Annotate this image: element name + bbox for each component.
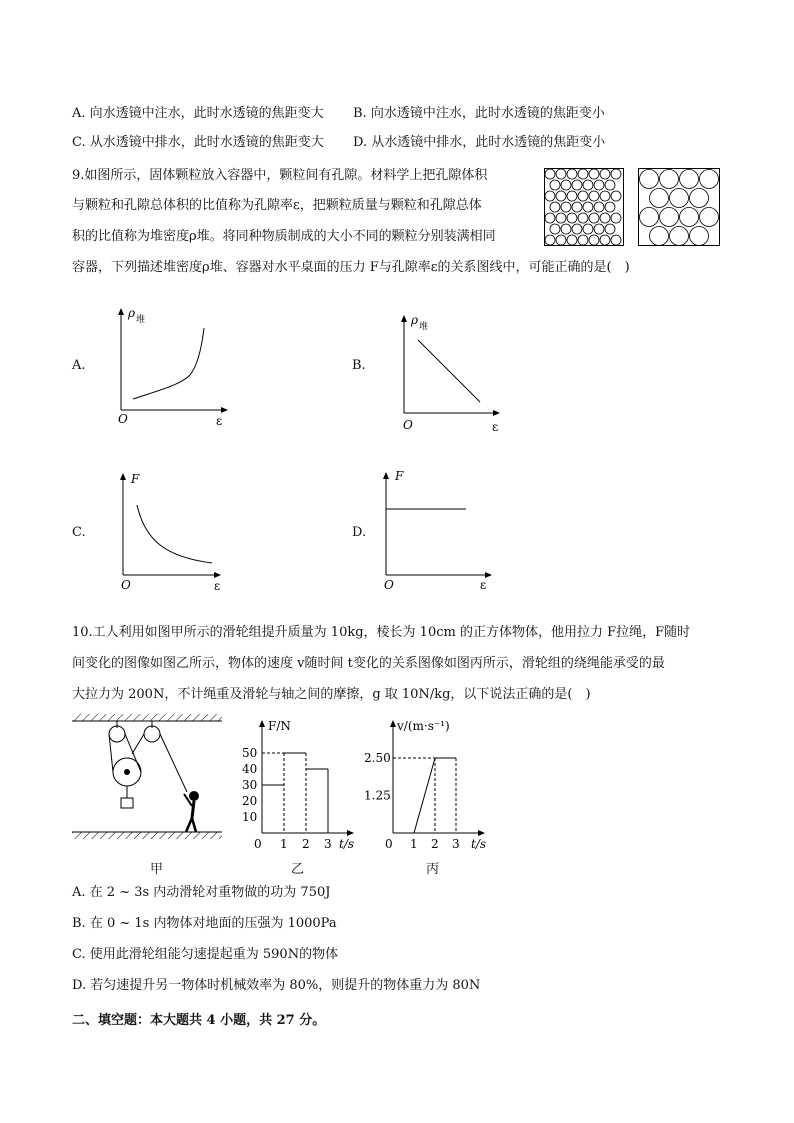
chart-f-xtick: 0 — [254, 837, 262, 851]
chart-f-ytick: 50 — [242, 746, 258, 760]
graph-a — [100, 300, 240, 430]
large-particle — [650, 227, 669, 246]
graph-a-origin: O — [118, 412, 128, 426]
chart-f-ytick: 30 — [242, 778, 258, 792]
small-particle — [545, 169, 555, 179]
small-particle — [550, 202, 560, 212]
chart-f-xlabel: t/s — [339, 837, 355, 851]
section-2-heading: 二、填空题：本大题共 4 小题，共 27 分。 — [72, 1013, 326, 1028]
graph-a-ylabel: ρ — [128, 306, 136, 320]
chart-v-ytick: 1.25 — [364, 788, 391, 803]
chart-v-xtick: 1 — [410, 837, 418, 851]
fixed-pulley-right — [144, 726, 160, 742]
small-particle — [545, 191, 555, 201]
graph-d-ylabel: F — [395, 469, 404, 483]
chart-v-ytick: 2.50 — [364, 751, 391, 765]
large-particle — [660, 170, 679, 189]
small-particle — [567, 235, 577, 245]
large-particle — [680, 208, 699, 227]
large-particle — [650, 189, 669, 208]
graph-a-xlabel: ε — [216, 414, 223, 428]
small-particle — [545, 235, 555, 245]
small-particle — [550, 180, 560, 190]
large-particle — [640, 170, 659, 189]
graph-c-origin: O — [121, 578, 131, 592]
large-particle — [690, 189, 709, 208]
small-particle — [561, 224, 571, 234]
small-particle — [583, 224, 593, 234]
large-particles-figure — [638, 168, 720, 246]
chart-f-xtick: 3 — [324, 837, 332, 851]
small-particle — [611, 235, 621, 245]
chart-f-ytick: 40 — [242, 762, 258, 776]
chart-f-ylabel: F/N — [268, 719, 291, 733]
q8-option-a: A. 向水透镜中注水，此时水透镜的焦距变大 — [72, 106, 324, 121]
small-particle — [578, 169, 588, 179]
small-particle — [600, 213, 610, 223]
q10-option-b: B. 在 0 ~ 1s 内物体对地面的压强为 1000Pa — [72, 916, 337, 931]
small-particle — [556, 235, 566, 245]
graph-b-line — [418, 340, 480, 402]
small-particle — [605, 202, 615, 212]
small-particle — [589, 169, 599, 179]
graph-a-option: A. — [72, 358, 86, 373]
q10-option-a: A. 在 2 ~ 3s 内动滑轮对重物做的功为 750J — [72, 885, 331, 900]
large-particle — [670, 189, 689, 208]
worker — [189, 791, 199, 801]
q9-line-4: 容器，下列描述堆密度ρ堆、容器对水平桌面的压力 F与孔隙率ε的关系图线中，可能正确的是( ) — [72, 260, 630, 275]
pulley-figure — [72, 714, 222, 844]
q10-line-3: 大拉力为 200N，不计绳重及滑轮与轴之间的摩擦，g 取 10N/kg，以下说法正确的是( ) — [72, 687, 591, 702]
small-particle — [556, 191, 566, 201]
small-particle — [594, 180, 604, 190]
graph-d — [364, 462, 504, 592]
small-particle — [567, 169, 577, 179]
small-particle — [583, 202, 593, 212]
small-particle — [578, 235, 588, 245]
large-particle — [700, 208, 719, 227]
chart-v-xtick: 3 — [452, 837, 460, 851]
q8-option-d: D. 从水透镜中排水，此时水透镜的焦距变小 — [353, 135, 606, 150]
small-particle — [550, 224, 560, 234]
q8-option-b: B. 向水透镜中注水，此时水透镜的焦距变小 — [353, 106, 605, 121]
figure-label-jia: 甲 — [150, 862, 164, 877]
small-particle — [605, 224, 615, 234]
small-particle — [572, 202, 582, 212]
graph-b-xlabel: ε — [492, 420, 499, 434]
large-particle — [680, 170, 699, 189]
graph-c-ylabel: F — [131, 472, 140, 486]
q10-option-c: C. 使用此滑轮组能匀速提起重为 590N的物体 — [72, 947, 339, 962]
chart-f-ytick: 10 — [242, 810, 258, 824]
large-particle — [690, 227, 709, 246]
figure-label-bing: 丙 — [426, 862, 440, 877]
chart-f-ytick: 20 — [242, 794, 258, 808]
large-particle — [640, 208, 659, 227]
graph-a-ysub: 堆 — [136, 315, 146, 325]
graph-c-xlabel: ε — [214, 579, 221, 593]
chart-v-xtick: 2 — [431, 837, 439, 851]
q10-line-1: 10.工人利用如图甲所示的滑轮组提升质量为 10kg，棱长为 10cm 的正方体物体，他用拉力 F拉绳，F随时 — [72, 625, 691, 640]
small-particle — [600, 191, 610, 201]
small-particle — [556, 169, 566, 179]
q10-line-2: 间变化的图像如图乙所示，物体的速度 v随时间 t变化的关系图像如图丙所示，滑轮组的绕绳能承受的最 — [72, 656, 665, 671]
graph-b-origin: O — [403, 418, 413, 432]
q10-option-d: D. 若匀速提升另一物体时机械效率为 80%，则提升的物体重力为 80N — [72, 978, 481, 993]
graph-b — [383, 305, 513, 435]
chart-v-ylabel: v/(m·s⁻¹) — [397, 719, 450, 733]
large-particle — [670, 227, 689, 246]
graph-d-option: D. — [352, 525, 367, 540]
graph-b-ylabel: ρ — [411, 313, 419, 327]
small-particle — [583, 180, 593, 190]
small-particle — [594, 202, 604, 212]
small-particle — [594, 224, 604, 234]
chart-f-xtick: 2 — [302, 837, 310, 851]
graph-a-curve — [133, 328, 204, 399]
chart-v-xtick: 0 — [385, 837, 393, 851]
small-particle — [572, 180, 582, 190]
small-particle — [545, 213, 555, 223]
chart-f-xtick: 1 — [280, 837, 288, 851]
figure-label-yi: 乙 — [291, 862, 305, 877]
small-particle — [567, 213, 577, 223]
small-particles-figure — [544, 168, 624, 246]
cube-object — [121, 798, 133, 808]
q9-line-1: 9.如图所示，固体颗粒放入容器中，颗粒间有孔隙。材料学上把孔隙体积 — [72, 168, 488, 183]
large-particle — [700, 170, 719, 189]
small-particle — [611, 191, 621, 201]
large-particle — [660, 208, 679, 227]
q9-line-3: 积的比值称为堆密度ρ堆。将同种物质制成的大小不同的颗粒分别装满相同 — [72, 229, 496, 244]
graph-d-xlabel: ε — [480, 578, 487, 592]
small-particle — [600, 235, 610, 245]
small-particle — [578, 213, 588, 223]
graph-d-origin: O — [384, 578, 394, 592]
chart-v-xlabel: t/s — [471, 837, 487, 851]
chart-v-segment — [414, 758, 435, 833]
small-particle — [605, 180, 615, 190]
small-particle — [589, 235, 599, 245]
q9-line-2: 与颗粒和孔隙总体积的比值称为孔隙率ε，把颗粒质量与颗粒和孔隙总体 — [72, 198, 482, 213]
small-particle — [556, 213, 566, 223]
velocity-time-chart — [363, 712, 498, 852]
small-particle — [600, 169, 610, 179]
force-time-chart — [232, 712, 362, 852]
small-particle — [567, 191, 577, 201]
small-particle — [572, 224, 582, 234]
small-particle — [611, 169, 621, 179]
graph-c — [100, 465, 230, 595]
graph-c-option: C. — [72, 525, 86, 540]
small-particle — [561, 202, 571, 212]
small-particle — [578, 191, 588, 201]
small-particle — [589, 191, 599, 201]
graph-b-ysub: 堆 — [419, 322, 429, 332]
small-particle — [589, 213, 599, 223]
fixed-pulley-left — [109, 726, 125, 742]
q8-option-c: C. 从水透镜中排水，此时水透镜的焦距变大 — [72, 135, 324, 150]
graph-b-option: B. — [352, 358, 366, 373]
graph-c-curve — [137, 505, 212, 563]
small-particle — [611, 213, 621, 223]
small-particle — [561, 180, 571, 190]
